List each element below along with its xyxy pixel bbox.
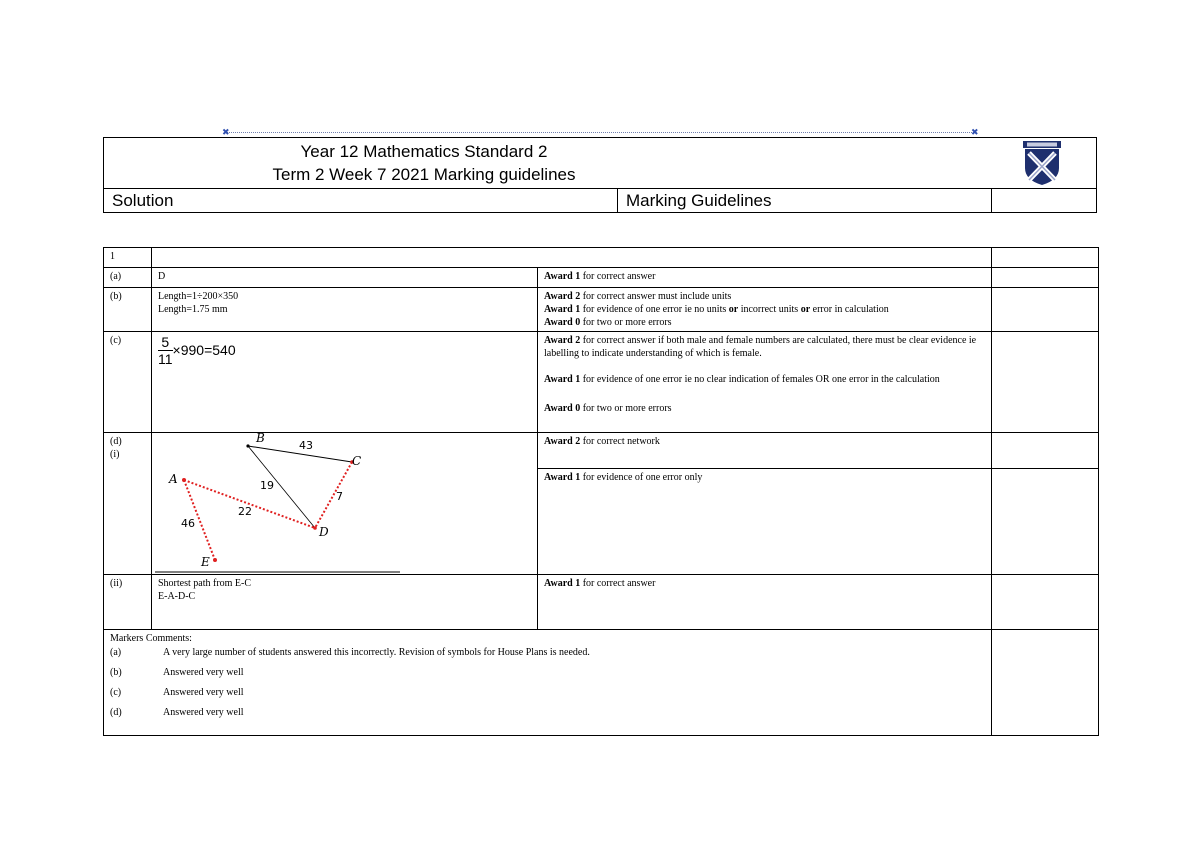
part-c-marking: Award 2 for correct answer if both male and female numbers are calculated, there must be clear evidence ie labelling to indicate understanding of which is female. Award 1 for evidence of one error ie no clear indication of females OR one error in the calculation Award 0 for two or more errors (538, 332, 992, 433)
header-title-line2: Term 2 Week 7 2021 Marking guidelines (272, 165, 576, 184)
edge-c-d-weight: 7 (336, 490, 343, 503)
comment-item: (b) Answered very well (110, 667, 244, 678)
table-row (104, 248, 1099, 268)
part-b-label: (b) (104, 288, 152, 332)
node-b-label: B (256, 433, 265, 445)
edge-b-d-weight: 19 (260, 479, 274, 492)
table-row (104, 332, 1099, 433)
comments-heading: Markers Comments: (110, 633, 192, 644)
node-d (313, 526, 317, 530)
column-marks-heading (992, 189, 1096, 213)
node-e (213, 558, 217, 562)
edge-b-c-weight: 43 (299, 439, 313, 452)
part-b-marking: Award 2 for correct answer must include units Award 1 for evidence of one error ie no units or incorrect units or error in calculation Award 0 for two or more errors (538, 288, 992, 332)
part-a-marking: Award 1 for correct answer (538, 268, 992, 288)
table-row (104, 575, 1099, 630)
question-number: 1 (104, 248, 152, 268)
part-c-solution (152, 332, 538, 433)
part-d-label: (d) (i) (104, 433, 152, 575)
table-row (104, 433, 1099, 575)
table-row (104, 268, 1099, 288)
document-header (103, 137, 1097, 213)
guide-handle-right-icon: ✖ (971, 128, 979, 138)
node-b (246, 444, 249, 447)
table-row (104, 288, 1099, 332)
table-row (104, 630, 1099, 736)
fraction-expression: ×990=540 (172, 342, 236, 358)
edge-a-d-weight: 22 (238, 505, 252, 518)
part-a-solution: D (152, 268, 538, 288)
part-d-ii-marking: Award 1 for correct answer (538, 575, 992, 630)
column-marking-heading: Marking Guidelines (618, 189, 992, 213)
part-b-solution: Length=1÷200×350 Length=1.75 mm (152, 288, 538, 332)
edge-b-d (248, 446, 315, 528)
edge-a-e-weight: 46 (181, 517, 195, 530)
header-guide-line (226, 132, 976, 133)
node-a (182, 478, 186, 482)
node-a-label: A (169, 472, 178, 486)
node-c-label: C (352, 454, 362, 468)
comment-item: (d) Answered very well (110, 707, 244, 718)
network-diagram-cell (152, 433, 538, 575)
column-solution-heading: Solution (104, 189, 618, 213)
network-diagram (152, 433, 538, 574)
node-e-label: E (201, 555, 210, 569)
part-d-ii-solution: Shortest path from E-C E-A-D-C (152, 575, 538, 630)
school-crest-icon (1020, 140, 1064, 186)
part-d-ii-label: (ii) (104, 575, 152, 630)
node-d-label: D (319, 525, 329, 539)
part-a-label: (a) (104, 268, 152, 288)
comment-item: (c) Answered very well (110, 687, 244, 698)
edge-c-d (315, 462, 352, 528)
guide-handle-left-icon: ✖ (222, 128, 230, 138)
part-c-label: (c) (104, 332, 152, 433)
markers-comments (104, 630, 992, 736)
header-column-row (104, 188, 1096, 213)
header-title-line1: Year 12 Mathematics Standard 2 (300, 142, 548, 161)
marking-table (103, 247, 1099, 736)
part-d-marking: Award 2 for correct network Award 1 for evidence of one error only (538, 433, 992, 575)
comment-item: (a) A very large number of students answered this incorrectly. Revision of symbols for House Plans is needed. (110, 647, 590, 658)
fraction: $\frac{5}{11}$ (158, 334, 173, 367)
